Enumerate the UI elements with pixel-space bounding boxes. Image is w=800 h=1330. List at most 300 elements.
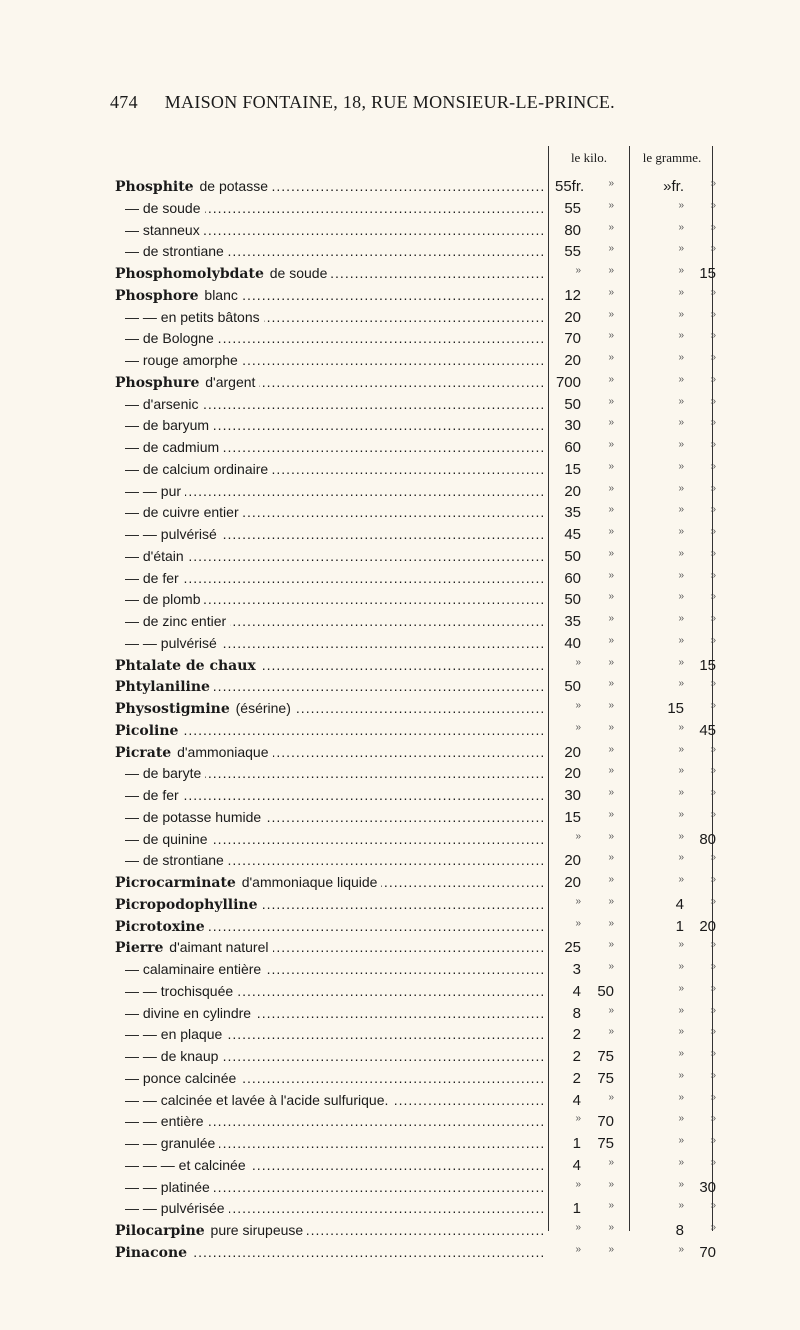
price-gramme-francs: 8 — [675, 1222, 684, 1239]
price-kilo-centimes: 75 — [597, 1048, 614, 1065]
product-name — [115, 831, 543, 847]
product-name — [115, 439, 543, 455]
product-name — [115, 504, 543, 520]
price-gramme-francs: » — [678, 395, 684, 407]
price-gramme-centimes: » — [710, 439, 716, 450]
product-qualifier: — rouge amorphe — [115, 352, 240, 368]
price-kilo-francs: 50 — [564, 395, 581, 413]
table-row — [0, 437, 800, 459]
table-row — [0, 415, 800, 437]
product-qualifier: d'aimant naturel — [165, 939, 269, 956]
price-gramme-centimes: » — [710, 852, 716, 864]
price-kilo-centimes: » — [608, 895, 614, 907]
product-name — [115, 678, 543, 695]
price-gramme-francs: » — [678, 1156, 684, 1168]
price-kilo-centimes: » — [608, 547, 614, 559]
product-name — [115, 483, 543, 499]
price-kilo-francs: » — [575, 1178, 581, 1190]
price-gramme-centimes: » — [710, 765, 716, 777]
product-qualifier: — de cuivre entier — [115, 504, 241, 520]
table-row — [0, 742, 800, 764]
price-gramme-centimes: » — [710, 569, 716, 581]
price-kilo-francs: 4 — [572, 1156, 581, 1174]
price-gramme-francs: » — [678, 678, 684, 690]
price-gramme-centimes: » — [710, 1222, 716, 1233]
product-main-term: Phosphomolybdate — [115, 266, 264, 282]
price-kilo-centimes: » — [608, 765, 614, 777]
price-kilo-centimes: » — [608, 504, 614, 516]
product-name — [115, 1244, 543, 1261]
price-kilo-francs: 55fr. — [555, 178, 585, 195]
product-main-term: Picrocarminate — [115, 875, 236, 891]
price-kilo-francs: 50 — [564, 547, 581, 565]
product-qualifier: d'ammoniaque — [173, 743, 269, 760]
price-kilo-centimes: » — [608, 482, 614, 494]
price-kilo-francs: » — [575, 1222, 581, 1233]
table-row — [0, 916, 800, 938]
price-kilo-francs: 700 — [555, 373, 581, 391]
price-gramme-centimes: » — [710, 1069, 716, 1081]
price-kilo-centimes: » — [608, 1200, 614, 1212]
price-kilo-centimes: » — [608, 1243, 614, 1255]
price-gramme-francs: » — [678, 743, 684, 755]
product-name — [115, 417, 543, 433]
product-qualifier: — de soude — [115, 200, 203, 216]
table-row — [0, 676, 800, 698]
product-name — [115, 309, 543, 325]
price-gramme-francs: » — [678, 373, 684, 385]
product-name — [115, 570, 543, 586]
price-kilo-francs: 35 — [564, 504, 581, 522]
product-name — [115, 1135, 543, 1151]
price-kilo-centimes: » — [608, 852, 614, 864]
product-main-term: Picrate — [115, 744, 172, 761]
price-kilo-francs: 45 — [564, 526, 581, 543]
product-main-term: Picoline — [115, 722, 179, 739]
price-kilo-centimes: » — [608, 1178, 614, 1190]
price-kilo-centimes: » — [608, 743, 614, 755]
product-name — [115, 1005, 543, 1021]
price-gramme-centimes: » — [710, 591, 716, 603]
price-gramme-centimes: » — [710, 526, 716, 537]
product-qualifier: — de strontiane — [115, 852, 226, 868]
product-name — [115, 700, 543, 717]
price-gramme-francs: » — [678, 417, 684, 429]
product-name — [115, 222, 543, 238]
price-kilo-francs: 70 — [564, 330, 581, 348]
price-gramme-centimes: » — [710, 395, 716, 407]
table-row — [0, 872, 800, 894]
price-kilo-centimes: » — [608, 634, 614, 646]
product-qualifier: — — entière — [115, 1113, 206, 1129]
price-gramme-francs: » — [678, 569, 684, 581]
price-gramme-centimes: » — [710, 678, 716, 690]
product-qualifier: — de fer — [115, 570, 181, 586]
product-name — [115, 722, 543, 739]
product-qualifier: — de strontiane — [115, 243, 226, 259]
table-row — [0, 220, 800, 242]
table-row — [0, 459, 800, 481]
product-name — [115, 1092, 543, 1108]
product-qualifier: de potasse — [195, 178, 268, 194]
price-gramme-francs: » — [678, 1200, 684, 1212]
product-qualifier: — de Bologne — [115, 330, 216, 346]
price-gramme-centimes: » — [710, 1026, 716, 1038]
price-gramme-centimes: » — [710, 504, 716, 516]
price-gramme-centimes: » — [710, 352, 716, 363]
price-gramme-centimes: 45 — [699, 721, 716, 739]
price-kilo-francs: » — [575, 265, 581, 276]
table-row — [0, 328, 800, 350]
price-kilo-francs: 80 — [564, 221, 581, 239]
price-gramme-centimes: » — [710, 547, 716, 559]
table-row — [0, 894, 800, 916]
product-qualifier: (ésérine) — [231, 700, 291, 716]
column-header-gramme: le gramme. — [642, 150, 702, 165]
price-kilo-centimes: » — [608, 939, 614, 951]
price-gramme-centimes: » — [710, 308, 716, 320]
price-gramme-centimes: » — [710, 1048, 716, 1059]
product-name — [115, 852, 543, 868]
price-gramme-francs: » — [678, 982, 684, 994]
product-qualifier: — — pulvérisée — [115, 1200, 227, 1216]
price-kilo-francs: » — [575, 1113, 581, 1125]
price-gramme-francs: » — [678, 1069, 684, 1081]
product-qualifier: — — pur — [115, 483, 183, 499]
product-name — [115, 396, 543, 412]
price-kilo-centimes: » — [608, 199, 614, 211]
product-qualifier: — de quinine — [115, 831, 210, 847]
price-kilo-francs: 35 — [564, 613, 581, 630]
table-row — [0, 502, 800, 524]
page-number: 474 — [110, 92, 138, 112]
product-main-term: Picrotoxine — [115, 918, 205, 935]
price-kilo-centimes: » — [608, 808, 614, 820]
price-kilo-centimes: » — [608, 1091, 614, 1103]
price-kilo-francs: 4 — [572, 982, 581, 1000]
table-row — [0, 1046, 800, 1068]
product-name — [115, 1157, 543, 1173]
table-row — [0, 589, 800, 611]
product-name — [115, 939, 543, 956]
price-gramme-francs: » — [678, 1243, 684, 1255]
price-kilo-centimes: » — [608, 787, 614, 798]
price-kilo-francs: 40 — [564, 634, 581, 652]
price-kilo-centimes: » — [608, 330, 614, 342]
product-name — [115, 1026, 543, 1042]
table-row — [0, 350, 800, 372]
table-row — [0, 176, 800, 198]
product-name — [115, 874, 543, 891]
product-main-term: Phosphite — [115, 179, 194, 195]
price-gramme-centimes: » — [710, 634, 716, 646]
price-kilo-centimes: » — [608, 352, 614, 363]
price-kilo-centimes: » — [608, 1156, 614, 1168]
price-gramme-centimes: » — [710, 743, 716, 755]
price-kilo-centimes: » — [608, 591, 614, 603]
table-row — [0, 1133, 800, 1155]
price-gramme-francs: » — [678, 1135, 684, 1146]
price-gramme-francs: » — [678, 199, 684, 211]
price-kilo-centimes: » — [608, 395, 614, 407]
price-kilo-centimes: » — [608, 526, 614, 537]
table-row — [0, 198, 800, 220]
product-qualifier: — d'arsenic — [115, 396, 200, 412]
table-row — [0, 807, 800, 829]
price-kilo-centimes: » — [608, 308, 614, 320]
price-kilo-centimes: » — [608, 613, 614, 624]
product-qualifier: — — de knaup — [115, 1048, 220, 1064]
table-row — [0, 959, 800, 981]
product-qualifier: d'ammoniaque liquide — [237, 874, 378, 890]
product-main-term: Phtylaniline — [115, 679, 210, 696]
table-row — [0, 633, 800, 655]
price-kilo-centimes: » — [608, 678, 614, 690]
price-gramme-francs: » — [678, 286, 684, 298]
product-qualifier: — — en petits bâtons — [115, 309, 262, 325]
product-qualifier: — — pulvérisé — [115, 526, 219, 542]
price-kilo-francs: 60 — [564, 569, 581, 587]
product-name — [115, 287, 543, 304]
price-kilo-francs: 2 — [572, 1026, 581, 1044]
price-gramme-centimes: » — [710, 939, 716, 951]
product-name — [115, 787, 543, 803]
product-main-term: Picropodophylline — [115, 896, 258, 913]
table-row — [0, 1198, 800, 1220]
page-title: MAISON FONTAINE, 18, RUE MONSIEUR-LE-PRINCE. — [164, 92, 615, 112]
product-name — [115, 1048, 543, 1064]
price-kilo-francs: 20 — [564, 482, 581, 500]
table-row — [0, 1068, 800, 1090]
price-gramme-francs: » — [678, 961, 684, 972]
price-kilo-centimes: » — [608, 961, 614, 972]
product-name — [115, 961, 543, 977]
price-kilo-centimes: » — [608, 243, 614, 255]
price-kilo-centimes: » — [608, 830, 614, 842]
price-kilo-centimes: 75 — [597, 1135, 614, 1152]
table-row — [0, 1242, 800, 1264]
price-kilo-centimes: » — [608, 917, 614, 929]
product-name — [115, 635, 543, 651]
table-row — [0, 263, 800, 285]
price-kilo-francs: » — [575, 700, 581, 711]
price-gramme-francs: » — [678, 852, 684, 864]
price-gramme-centimes: » — [710, 808, 716, 820]
product-qualifier: — de baryum — [115, 417, 211, 433]
price-gramme-francs: » — [678, 526, 684, 537]
table-row — [0, 1024, 800, 1046]
table-row — [0, 307, 800, 329]
product-name — [115, 1113, 543, 1129]
table-row — [0, 720, 800, 742]
price-kilo-francs: 15 — [564, 808, 581, 826]
table-row — [0, 611, 800, 633]
price-gramme-centimes: » — [710, 1200, 716, 1212]
product-qualifier: blanc — [200, 286, 238, 303]
price-kilo-francs: 20 — [564, 874, 581, 891]
price-gramme-centimes: 15 — [699, 656, 716, 674]
table-row — [0, 1003, 800, 1025]
price-gramme-francs: » — [678, 613, 684, 624]
product-qualifier: pure sirupeuse — [206, 1222, 304, 1238]
price-gramme-centimes: 15 — [699, 265, 716, 282]
price-gramme-francs: » — [678, 1004, 684, 1016]
price-gramme-francs: » — [678, 1048, 684, 1059]
price-kilo-francs: 20 — [564, 743, 581, 761]
table-row — [0, 524, 800, 546]
product-name — [115, 765, 543, 781]
price-gramme-francs: » — [678, 308, 684, 320]
price-gramme-centimes: » — [710, 700, 716, 711]
product-qualifier: — de cadmium — [115, 439, 221, 455]
price-kilo-francs: » — [575, 1243, 581, 1255]
table-row — [0, 1090, 800, 1112]
price-kilo-centimes: » — [608, 700, 614, 711]
product-qualifier: — de calcium ordinaire — [115, 461, 270, 477]
price-gramme-francs: » — [678, 634, 684, 646]
price-gramme-francs: » — [678, 830, 684, 842]
price-kilo-francs: 30 — [564, 417, 581, 435]
product-qualifier: — de potasse humide — [115, 809, 263, 825]
price-kilo-francs: » — [575, 917, 581, 929]
price-kilo-centimes: » — [608, 439, 614, 450]
product-name — [115, 526, 543, 542]
table-row — [0, 568, 800, 590]
product-qualifier: — d'étain — [115, 548, 186, 564]
price-kilo-francs: 20 — [564, 765, 581, 783]
product-qualifier: — divine en cylindre — [115, 1005, 253, 1021]
product-qualifier: de soude — [265, 265, 328, 281]
price-kilo-centimes: 70 — [597, 1113, 614, 1131]
price-kilo-centimes: » — [608, 656, 614, 668]
price-gramme-centimes: » — [710, 178, 716, 189]
price-kilo-francs: 25 — [564, 939, 581, 957]
table-row — [0, 698, 800, 720]
price-gramme-centimes: » — [710, 373, 716, 385]
product-name — [115, 744, 543, 761]
product-name — [115, 265, 543, 282]
price-gramme-centimes: » — [710, 199, 716, 211]
price-kilo-centimes: » — [608, 1222, 614, 1233]
product-name — [115, 243, 543, 259]
product-qualifier: — — granulée — [115, 1135, 217, 1151]
product-name — [115, 613, 543, 629]
table-row — [0, 1177, 800, 1199]
price-gramme-francs: 4 — [675, 895, 684, 913]
price-kilo-francs: 12 — [564, 286, 581, 304]
price-kilo-francs: 1 — [572, 1135, 581, 1152]
price-kilo-francs: 2 — [572, 1069, 581, 1087]
price-gramme-centimes: 30 — [699, 1178, 716, 1196]
price-kilo-francs: 50 — [564, 678, 581, 696]
price-gramme-centimes: » — [710, 460, 716, 472]
table-row — [0, 546, 800, 568]
price-gramme-centimes: » — [710, 613, 716, 624]
table-row — [0, 394, 800, 416]
product-name — [115, 983, 543, 999]
price-gramme-francs: » — [678, 330, 684, 342]
product-name — [115, 1200, 543, 1216]
table-row — [0, 1111, 800, 1133]
price-gramme-francs: 15 — [667, 700, 684, 717]
table-row — [0, 937, 800, 959]
product-main-term: Phosphore — [115, 287, 199, 304]
product-qualifier: — de baryte — [115, 765, 203, 781]
price-gramme-francs: » — [678, 656, 684, 668]
product-name — [115, 461, 543, 477]
table-row — [0, 763, 800, 785]
price-gramme-centimes: » — [710, 787, 716, 798]
product-main-term: Pierre — [115, 940, 164, 957]
price-gramme-francs: » — [678, 439, 684, 450]
price-gramme-francs: »fr. — [663, 178, 684, 195]
page-header — [110, 92, 710, 113]
table-row — [0, 372, 800, 394]
product-name — [115, 374, 543, 391]
price-kilo-francs: 4 — [572, 1091, 581, 1109]
price-gramme-francs: » — [678, 504, 684, 516]
price-kilo-francs: 20 — [564, 852, 581, 870]
price-gramme-centimes: » — [710, 1135, 716, 1146]
price-gramme-centimes: » — [710, 961, 716, 972]
price-kilo-francs: 55 — [564, 243, 581, 261]
product-main-term: Phtalate de chaux — [115, 657, 256, 674]
price-gramme-centimes: » — [710, 286, 716, 298]
table-row — [0, 655, 800, 677]
price-gramme-centimes: » — [710, 1156, 716, 1168]
price-kilo-centimes: » — [608, 417, 614, 429]
product-name — [115, 657, 543, 674]
price-gramme-francs: » — [678, 765, 684, 777]
price-gramme-centimes: 20 — [699, 917, 716, 935]
product-name — [115, 178, 543, 195]
price-gramme-centimes: » — [710, 243, 716, 255]
product-name — [115, 896, 543, 913]
product-name — [115, 1222, 543, 1239]
price-kilo-francs: 8 — [572, 1004, 581, 1022]
price-kilo-centimes: » — [608, 1004, 614, 1016]
product-name — [115, 200, 543, 216]
price-gramme-centimes: » — [710, 417, 716, 429]
price-gramme-centimes: 80 — [699, 830, 716, 848]
price-kilo-francs: 60 — [564, 439, 581, 456]
table-row — [0, 285, 800, 307]
price-kilo-francs: » — [575, 721, 581, 733]
price-gramme-centimes: 70 — [699, 1243, 716, 1261]
price-gramme-francs: » — [678, 460, 684, 472]
price-kilo-centimes: » — [608, 460, 614, 472]
price-gramme-francs: » — [678, 1091, 684, 1103]
price-kilo-centimes: » — [608, 373, 614, 385]
product-main-term: Phosphure — [115, 374, 200, 391]
price-kilo-centimes: » — [608, 221, 614, 233]
product-main-term: Pinacone — [115, 1244, 188, 1261]
product-qualifier: — — en plaque — [115, 1026, 224, 1042]
price-kilo-centimes: » — [608, 265, 614, 276]
price-gramme-francs: » — [678, 1178, 684, 1190]
product-name — [115, 1070, 543, 1086]
price-kilo-centimes: » — [608, 1026, 614, 1038]
price-kilo-francs: 20 — [564, 352, 581, 369]
price-kilo-centimes: 50 — [597, 982, 614, 1000]
price-kilo-francs: 30 — [564, 787, 581, 804]
column-header-kilo: le kilo. — [570, 150, 608, 165]
price-gramme-francs: » — [678, 591, 684, 603]
price-kilo-francs: 50 — [564, 591, 581, 609]
price-gramme-francs: » — [678, 547, 684, 559]
product-qualifier: — ponce calcinée — [115, 1070, 238, 1086]
price-gramme-francs: 1 — [675, 917, 684, 935]
